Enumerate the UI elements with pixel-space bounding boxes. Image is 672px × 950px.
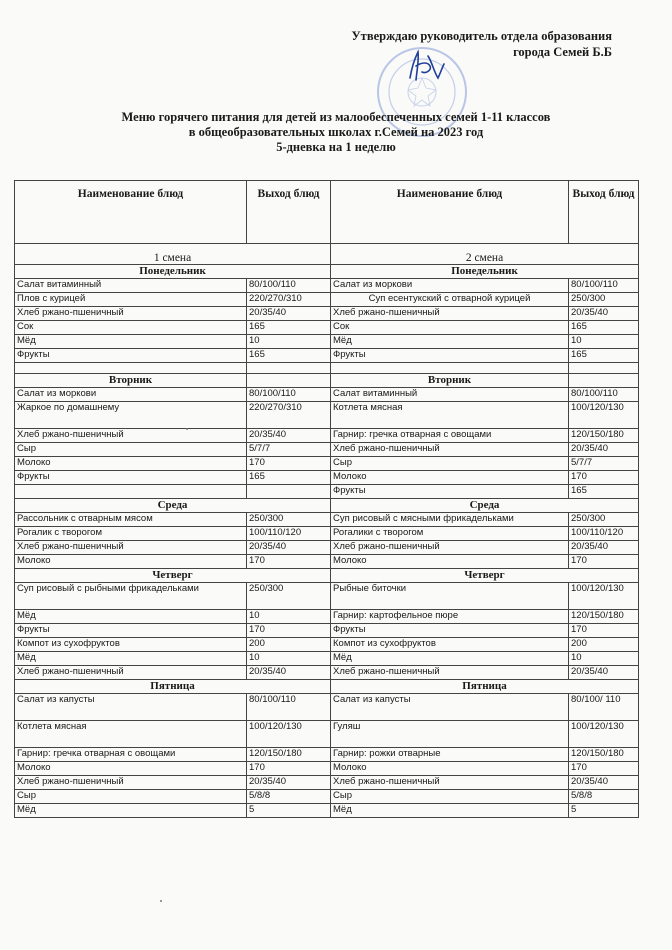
- portion-output: 165: [247, 471, 331, 485]
- table-row: [15, 527, 639, 541]
- portion-output: 250/300: [569, 293, 639, 307]
- table-row: [15, 666, 639, 680]
- portion-output: 120/150/180: [569, 429, 639, 443]
- portion-output: 20/35/40: [247, 429, 331, 443]
- day-name: Пятница: [331, 680, 639, 694]
- dish-name: Мёд: [15, 652, 247, 666]
- dish-name: Мёд: [15, 804, 247, 818]
- table-row: [15, 513, 639, 527]
- dish-name: Рогалик с творогом: [15, 527, 247, 541]
- portion-output: 120/150/180: [569, 610, 639, 624]
- table-row: [15, 349, 639, 363]
- title-line-2: в общеобразовательных школах г.Семей на 2023 год: [188, 125, 484, 139]
- dish-name: Сыр: [331, 457, 569, 471]
- table-row: [15, 652, 639, 666]
- portion-output: 10: [247, 652, 331, 666]
- day-name: Пятница: [15, 680, 331, 694]
- day-name: Четверг: [15, 569, 331, 583]
- shift-row: [15, 244, 639, 265]
- empty-cell: [569, 374, 639, 388]
- dish-name: Хлеб ржано-пшеничный: [15, 429, 247, 443]
- table-row: [15, 721, 639, 748]
- dish-name: Суп рисовый с рыбными фрикадельками: [15, 583, 247, 610]
- dish-name: Гарнир: гречка отварная с овощами: [331, 429, 569, 443]
- table-row: [15, 388, 639, 402]
- empty-cell: [15, 363, 247, 374]
- portion-output: 100/110/120: [247, 527, 331, 541]
- day-header-row: [15, 569, 639, 583]
- dish-name: Суп есентукский с отварной курицей: [331, 293, 569, 307]
- portion-output: 5/7/7: [569, 457, 639, 471]
- table-row: [15, 335, 639, 349]
- dish-name: Салат витаминный: [15, 279, 247, 293]
- day-header-row: [15, 499, 639, 513]
- portion-output: 170: [569, 555, 639, 569]
- day-name: Вторник: [15, 374, 247, 388]
- portion-output: [247, 485, 331, 499]
- table-row: [15, 762, 639, 776]
- empty-cell: [247, 374, 331, 388]
- table-row: [15, 293, 639, 307]
- portion-output: 80/100/110: [569, 279, 639, 293]
- table-row: [15, 471, 639, 485]
- dish-name: Фрукты: [15, 471, 247, 485]
- portion-output: 80/100/110: [247, 694, 331, 721]
- day-name: Понедельник: [15, 265, 331, 279]
- dish-name: Фрукты: [331, 485, 569, 499]
- table-row: [15, 443, 639, 457]
- portion-output: 165: [569, 349, 639, 363]
- menu-title: [0, 110, 672, 155]
- table-row: [15, 583, 639, 610]
- scan-speck: [186, 428, 188, 430]
- shift-1-label: 1 смена: [15, 244, 331, 265]
- dish-name: Мёд: [15, 335, 247, 349]
- dish-name: Хлеб ржано-пшеничный: [331, 666, 569, 680]
- dish-name: Салат из моркови: [15, 388, 247, 402]
- table-row: [15, 307, 639, 321]
- portion-output: 170: [569, 471, 639, 485]
- day-name: Среда: [331, 499, 639, 513]
- portion-output: 100/120/130: [569, 402, 639, 429]
- portion-output: 200: [569, 638, 639, 652]
- table-row: [15, 555, 639, 569]
- portion-output: 170: [569, 762, 639, 776]
- dish-name: Фрукты: [15, 624, 247, 638]
- dish-name: Фрукты: [15, 349, 247, 363]
- dish-name: Молоко: [331, 762, 569, 776]
- portion-output: 220/270/310: [247, 293, 331, 307]
- portion-output: 10: [247, 610, 331, 624]
- dish-name: Мёд: [331, 652, 569, 666]
- portion-output: 250/300: [569, 513, 639, 527]
- dish-name: Плов с курицей: [15, 293, 247, 307]
- portion-output: 5: [247, 804, 331, 818]
- portion-output: 20/35/40: [247, 307, 331, 321]
- table-row: [15, 279, 639, 293]
- output-header-1: Выход блюд: [247, 181, 331, 244]
- portion-output: 120/150/180: [569, 748, 639, 762]
- dish-name: Хлеб ржано-пшеничный: [331, 443, 569, 457]
- dish-name: Мёд: [331, 804, 569, 818]
- spacer-row: [15, 363, 639, 374]
- day-header-row: [15, 265, 639, 279]
- menu-table: [14, 180, 639, 818]
- table-row: [15, 624, 639, 638]
- dish-name: Салат из капусты: [331, 694, 569, 721]
- portion-output: 5/8/8: [247, 790, 331, 804]
- day-name: Четверг: [331, 569, 639, 583]
- dish-name: Хлеб ржано-пшеничный: [331, 307, 569, 321]
- portion-output: 20/35/40: [569, 307, 639, 321]
- dish-name: Хлеб ржано-пшеничный: [15, 541, 247, 555]
- table-row: [15, 694, 639, 721]
- portion-output: 80/100/ 110: [569, 694, 639, 721]
- dish-name: Хлеб ржано-пшеничный: [15, 776, 247, 790]
- dish-name: Гуляш: [331, 721, 569, 748]
- dish-name: Молоко: [15, 555, 247, 569]
- dish-name: Рассольник с отварным мясом: [15, 513, 247, 527]
- portion-output: 20/35/40: [569, 666, 639, 680]
- portion-output: 200: [247, 638, 331, 652]
- portion-output: 20/35/40: [569, 776, 639, 790]
- portion-output: 80/100/110: [247, 279, 331, 293]
- dish-name: Сыр: [331, 790, 569, 804]
- portion-output: 20/35/40: [247, 776, 331, 790]
- portion-output: 100/120/130: [247, 721, 331, 748]
- dish-name: Хлеб ржано-пшеничный: [15, 666, 247, 680]
- table-row: [15, 610, 639, 624]
- approval-line-2: города Семей Б.Б: [513, 45, 612, 59]
- dish-name: [15, 485, 247, 499]
- title-line-1: Меню горячего питания для детей из малообеспеченных семей 1-11 классов: [121, 110, 551, 124]
- portion-output: 100/110/120: [569, 527, 639, 541]
- dish-name: Салат витаминный: [331, 388, 569, 402]
- table-row: [15, 321, 639, 335]
- portion-output: 5/7/7: [247, 443, 331, 457]
- dish-header-1: Наименование блюд: [15, 181, 247, 244]
- portion-output: 20/35/40: [569, 443, 639, 457]
- portion-output: 5: [569, 804, 639, 818]
- dish-name: Компот из сухофруктов: [15, 638, 247, 652]
- empty-cell: [569, 363, 639, 374]
- signature: [404, 48, 446, 86]
- portion-output: 170: [247, 624, 331, 638]
- portion-output: 5/8/8: [569, 790, 639, 804]
- empty-cell: [247, 363, 331, 374]
- dish-name: Компот из сухофруктов: [331, 638, 569, 652]
- title-line-3: 5-дневка на 1 неделю: [276, 140, 396, 154]
- table-row: [15, 457, 639, 471]
- dish-name: Мёд: [331, 335, 569, 349]
- table-row: [15, 748, 639, 762]
- portion-output: 165: [247, 349, 331, 363]
- portion-output: 170: [569, 624, 639, 638]
- dish-name: Рогалики с творогом: [331, 527, 569, 541]
- dish-name: Хлеб ржано-пшеничный: [15, 307, 247, 321]
- dish-name: Сыр: [15, 443, 247, 457]
- table-row: [15, 776, 639, 790]
- dish-name: Фрукты: [331, 624, 569, 638]
- table-row: [15, 541, 639, 555]
- table-row: [15, 485, 639, 499]
- portion-output: 170: [247, 457, 331, 471]
- table-row: [15, 429, 639, 443]
- portion-output: 120/150/180: [247, 748, 331, 762]
- dish-name: Сок: [15, 321, 247, 335]
- dish-name: Сыр: [15, 790, 247, 804]
- portion-output: 80/100/110: [569, 388, 639, 402]
- portion-output: 20/35/40: [247, 541, 331, 555]
- empty-cell: [331, 363, 569, 374]
- portion-output: 10: [569, 335, 639, 349]
- table-row: [15, 402, 639, 429]
- table-row: [15, 638, 639, 652]
- table-row: [15, 790, 639, 804]
- portion-output: 20/35/40: [247, 666, 331, 680]
- portion-output: 250/300: [247, 513, 331, 527]
- shift-2-label: 2 смена: [331, 244, 639, 265]
- dish-name: Мёд: [15, 610, 247, 624]
- dish-name: Суп рисовый с мясными фрикадельками: [331, 513, 569, 527]
- portion-output: 250/300: [247, 583, 331, 610]
- portion-output: 20/35/40: [569, 541, 639, 555]
- portion-output: 165: [569, 321, 639, 335]
- dish-name: Котлета мясная: [15, 721, 247, 748]
- dish-name: Сок: [331, 321, 569, 335]
- dish-name: Котлета мясная: [331, 402, 569, 429]
- day-name: Понедельник: [331, 265, 639, 279]
- portion-output: 10: [569, 652, 639, 666]
- dish-name: Хлеб ржано-пшеничный: [331, 776, 569, 790]
- dish-name: Салат из моркови: [331, 279, 569, 293]
- portion-output: 170: [247, 555, 331, 569]
- dish-name: Рыбные биточки: [331, 583, 569, 610]
- dish-header-2: Наименование блюд: [331, 181, 569, 244]
- dish-name: Молоко: [331, 555, 569, 569]
- portion-output: 100/120/130: [569, 721, 639, 748]
- dish-name: Фрукты: [331, 349, 569, 363]
- portion-output: 10: [247, 335, 331, 349]
- approval-line-1: Утверждаю руководитель отдела образования: [351, 29, 612, 43]
- dish-name: Молоко: [331, 471, 569, 485]
- dish-name: Гарнир: гречка отварная с овощами: [15, 748, 247, 762]
- portion-output: 170: [247, 762, 331, 776]
- portion-output: 100/120/130: [569, 583, 639, 610]
- day-name: Вторник: [331, 374, 569, 388]
- output-header-2: Выход блюд: [569, 181, 639, 244]
- dish-name: Жаркое по домашнему: [15, 402, 247, 429]
- portion-output: 165: [569, 485, 639, 499]
- table-row: [15, 804, 639, 818]
- dish-name: Молоко: [15, 457, 247, 471]
- menu-table-body: [15, 181, 639, 818]
- dish-name: Молоко: [15, 762, 247, 776]
- day-header-row: [15, 680, 639, 694]
- portion-output: 165: [247, 321, 331, 335]
- day-name: Среда: [15, 499, 331, 513]
- dish-name: Салат из капусты: [15, 694, 247, 721]
- day-header-row: [15, 374, 639, 388]
- portion-output: 220/270/310: [247, 402, 331, 429]
- scan-speck: [160, 900, 162, 902]
- header-row: [15, 181, 639, 244]
- dish-name: Хлеб ржано-пшеничный: [331, 541, 569, 555]
- dish-name: Гарнир: рожки отварные: [331, 748, 569, 762]
- dish-name: Гарнир: картофельное пюре: [331, 610, 569, 624]
- portion-output: 80/100/110: [247, 388, 331, 402]
